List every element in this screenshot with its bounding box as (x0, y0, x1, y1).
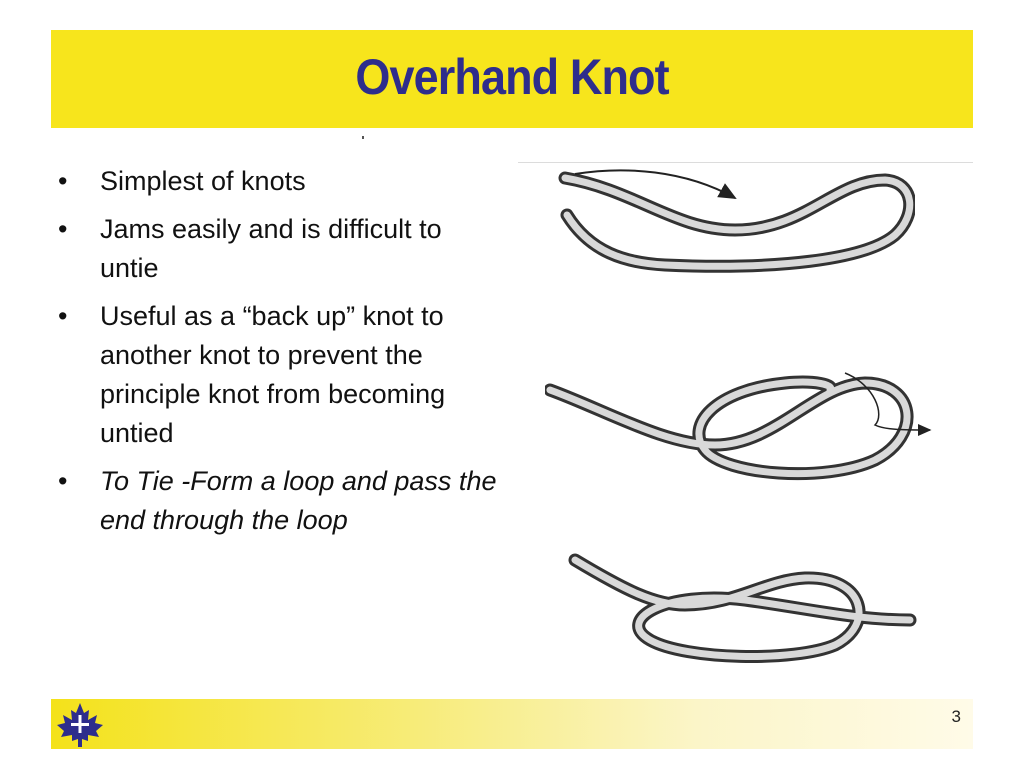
bullet-dot: • (58, 214, 68, 244)
bullet-text: Jams easily and is difficult to untie (100, 214, 442, 283)
bullet-text: To Tie -Form a loop and pass the end through the loop (100, 466, 497, 535)
slide-title: Overhand Knot (355, 49, 669, 105)
bullet-dot: • (58, 166, 68, 196)
bullet-dot: • (58, 466, 68, 496)
title-dot (362, 136, 364, 139)
bullet-item (58, 162, 498, 201)
knot-step-2-illustration (545, 365, 935, 490)
bullet-list (58, 162, 498, 549)
title-bar (51, 30, 973, 128)
bullet-dot: • (58, 301, 68, 331)
knot-step-3-illustration (565, 550, 925, 675)
bullet-text: Useful as a “back up” knot to another knot to prevent the principle knot from becoming untied (100, 301, 446, 448)
footer-bar (51, 699, 973, 749)
bullet-item (58, 210, 498, 288)
bullet-item (58, 462, 498, 540)
maple-leaf-icon (55, 701, 105, 749)
bullet-item (58, 297, 498, 453)
page-number: 3 (951, 707, 961, 726)
knot-step-1-illustration (545, 160, 915, 285)
bullet-text: Simplest of knots (100, 166, 306, 196)
